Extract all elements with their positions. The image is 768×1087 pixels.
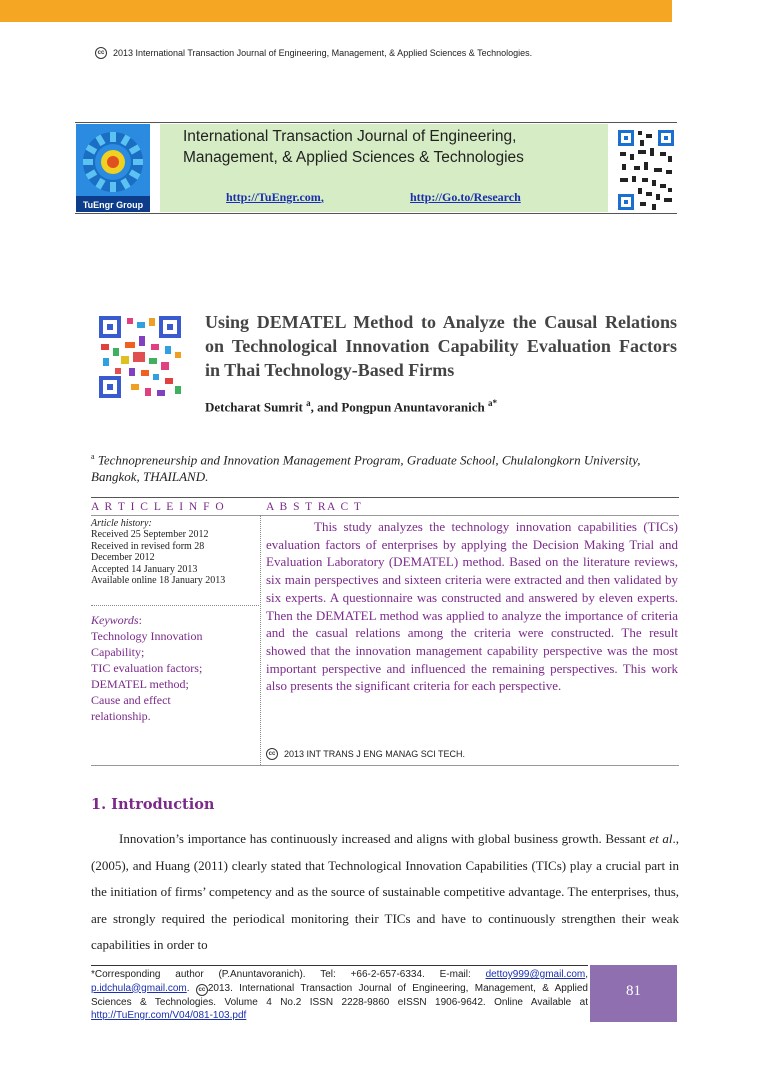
history-entry: Available online 18 January 2013	[91, 575, 226, 587]
qr-code-icon	[616, 128, 676, 212]
history-entry: December 2012	[91, 552, 155, 564]
affiliation	[91, 448, 681, 485]
footnote-separator: ,	[585, 969, 588, 980]
intro-body	[91, 826, 679, 959]
author-list	[205, 398, 497, 415]
author-affiliation-mark: a*	[487, 398, 497, 408]
creative-commons-icon: cc	[196, 984, 208, 996]
abstract-heading: A B S T RA C T	[266, 501, 363, 513]
history-entry: Received 25 September 2012	[91, 529, 209, 541]
intro-text-italic: et al	[649, 831, 673, 846]
intro-text: Innovation’s importance has continuously increased and aligns with global business growth. Bessant	[119, 831, 650, 846]
running-header	[95, 47, 532, 59]
abstract-rule-bottom	[91, 765, 679, 766]
author-separator: , and	[310, 399, 342, 415]
header-rule-top	[75, 122, 677, 123]
journal-link-tuengr-text[interactable]: http://TuEngr.com	[226, 190, 321, 204]
running-header-text: 2013 International Transaction Journal of Engineering, Management, & Applied Sciences & Technologies.	[113, 48, 533, 58]
header-rule-bottom	[75, 213, 677, 214]
keyword: Capability;	[91, 645, 145, 659]
keyword: TIC evaluation factors;	[91, 661, 203, 675]
keyword: DEMATEL method;	[91, 677, 189, 691]
intro-text: ., (2005), and Huang (2011) clearly stated that Technological Innovation Capabilities (TICs) play a crucial part in the initiation of firms’ competency and as the source of sustainable competitive advantage. The enterprises, thus, are strongly required the periodical monitoring their TICs and have to continuously strengthen their weak capabilities in order to	[91, 831, 679, 952]
page-number: 81	[626, 983, 641, 999]
footnote-rule	[91, 965, 588, 966]
keyword: Cause and effect	[91, 693, 171, 707]
intro-paragraph	[91, 826, 679, 959]
top-accent-bar	[0, 0, 672, 22]
journal-title: International Transaction Journal of Engineering, Management, & Applied Sciences & Technologies	[183, 128, 524, 166]
journal-link-research[interactable]: http://Go.to/Research	[410, 190, 521, 204]
column-divider	[260, 515, 262, 765]
history-entry: Received in revised form 28	[91, 540, 205, 552]
info-rule-top	[91, 497, 679, 498]
keywords-label-line	[91, 612, 259, 628]
keywords-label: Keywords	[91, 613, 139, 627]
keyword: relationship.	[91, 709, 151, 723]
footnote-text: *Corresponding author (P.Anuntavoranich). Tel: +66-2-657-6334. E-mail:	[91, 969, 486, 980]
abstract-text: This study analyzes the technology innovation capabilities (TICs) evaluation factors of enterprises by applying the Decision Making Trial and Evaluation Laboratory (DEMATEL) method. Based on the literature reviews, six main perspectives and sixteen criteria were extracted and then validated by six experts. A questionnaire was constructed and answered by eleven experts. Then the DEMATEL method was applied to analyze the importance of criteria and the casual relations among the criteria were constructed. The result showed that the innovation management capability perspective was the most important perspective and influenced the remaining perspectives. This work also presents the significant criteria for each perspective.	[266, 519, 678, 694]
paper-title: Using DEMATEL Method to Analyze the Causal Relations on Technological Innovation Capability Evaluation Factors in Thai Technology-Based Firms	[205, 312, 677, 380]
article-history-label: Article history:	[91, 518, 152, 529]
history-entry: Accepted 14 January 2013	[91, 563, 198, 575]
copyright-text: 2013 INT TRANS J ENG MANAG SCI TECH.	[284, 749, 466, 759]
article-info-heading: A R T I C L E I N F O	[91, 501, 226, 513]
author-name: Detcharat Sumrit	[205, 399, 303, 415]
article-history	[91, 518, 259, 586]
email-link[interactable]: dettoy999@gmail.com	[485, 969, 586, 980]
tuengr-logo	[76, 124, 150, 212]
paper-qr-code-icon	[95, 312, 185, 402]
keywords-colon: :	[138, 613, 142, 627]
copyright-line	[266, 748, 465, 760]
affiliation-mark: a	[91, 452, 95, 461]
footnote-text: 2013. International Transaction Journal of Engineering, Management, & Applied Sciences & Technologies. Volume 4 No.2 ISSN 2228-9860 eISSN 1906-9642. Online Available at	[91, 982, 588, 1008]
keywords	[91, 612, 259, 724]
footnote-text: .	[186, 982, 196, 994]
email-link[interactable]: p.idchula@gmail.com	[91, 982, 187, 994]
creative-commons-icon: cc	[95, 47, 107, 59]
journal-link-tuengr[interactable]	[226, 190, 324, 205]
keyword: Technology Innovation	[91, 629, 203, 643]
link-separator: ,	[320, 190, 324, 204]
info-rule-mid	[91, 515, 679, 516]
creative-commons-icon: cc	[266, 748, 278, 760]
pdf-link[interactable]: http://TuEngr.com/V04/081-103.pdf	[91, 1010, 247, 1021]
author-affiliation-mark: a	[306, 398, 311, 408]
history-rule	[91, 605, 259, 607]
affiliation-text: Technopreneurship and Innovation Management Program, Graduate School, Chulalongkorn University, Bangkok, THAILAND.	[91, 452, 641, 485]
author-name: Pongpun Anuntavoranich	[341, 399, 485, 415]
section-heading: 1. Introduction	[91, 796, 215, 813]
footnote	[91, 968, 588, 1023]
logo-text: TuEngr Group	[82, 200, 144, 210]
